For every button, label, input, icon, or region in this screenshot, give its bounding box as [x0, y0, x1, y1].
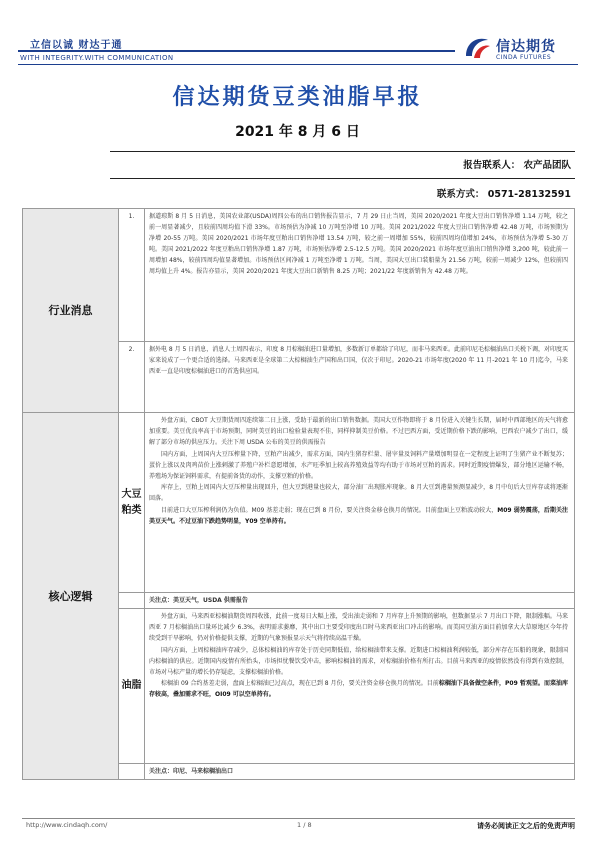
page-number: 1 / 8 — [297, 821, 312, 829]
slogan-en: WITH INTEGRITY.WITH COMMUNICATION — [20, 54, 174, 62]
page-header — [0, 0, 595, 75]
oil-conclusion: 棕榈油下具备做空条件，P09 暂观望。而菜油库存较高，叠加需求不旺，OI09 可以空单持有。 — [149, 680, 568, 698]
page-title: 信达期货豆类油脂早报 — [172, 84, 423, 110]
section-label-logic: 核心逻辑 — [23, 413, 119, 780]
oil-paragraph: 国内方面，上周棕榈油库存减少，总体棕榈油的库存处于历史同期低值，给棕榈油带来支撑。近期进口棕榈油利润较低，部分库存在压船的现象，限制国内棕榈油的供应。近期国内疫情有所抬头，市场担忧餐饮受冲击，影响棕榈油的需求，对棕榈油价格有所打击。目前马来西亚的疫情依然没有得到有效控制，市场对马棕产量的增长仍存疑虑，支撑棕榈油价格。 — [149, 646, 568, 676]
logo-text-cn: 信达期货 — [496, 39, 556, 55]
report-table — [22, 208, 575, 780]
soy-label-line1: 大豆 — [121, 488, 142, 500]
soy-paragraph: 国内方面，上周国内大豆压榨量下降，豆粕产出减少，需求方面，国内生猪存栏量、屠宰量及饲料产量增加明显在一定程度上证明了生猪产业不断复苏；蛋价上涨以及肉鸡苗价上涨刺激了养殖户补栏意愿增加，水产旺季加上较高养殖效益等均有助于市场对豆粕的需求。同时近期疫情爆发，部分地区运输不畅，养殖场为保证饲料需求，有提前备货的动作，支撑豆粕的价格。 — [149, 450, 568, 480]
subsection-label-oil: 油脂 — [119, 609, 145, 764]
soy-label-line2: 粕类 — [121, 504, 142, 516]
subsection-label-soy — [119, 413, 145, 593]
industry-news-2: 据外电 8 月 5 日消息，消息人士周四表示，印度 8 月棕榈油进口量增加，多数新订单都给了印尼，而非马来西亚。此前印尼毛棕榈油出口关税下调，对印度买家来说成了一个更合适的选择。马来西亚是全球第二大棕榈油生产国和出口国，仅次于印尼。2020-21 市场年度(2020 年 11 月-2021 年 10 月)迄今，马来西亚一直是印度棕榈油进口的首选供应国。 — [145, 342, 575, 413]
slogan-cn: 立信以诚 财达于通 — [30, 40, 123, 51]
contact-info: 联系方式： 0571-28132591 — [436, 189, 571, 200]
oil-paragraph: 外盘方面，马来西亚棕榈油期货周四收涨，此前一度易日大幅上涨，受出油走弱和 7 月库存上升预期的影响，但数据显示 7 月出口下降，限制涨幅。马来西亚 7 月棕榈油出口量环比减少 6.3%，表明需求萎靡，其中出口主要受印度出口时马来西亚出口冲击的影响。而美国豆油方面目前加拿大大草原地区今年持续受到干旱影响，仍对价格提供支撑，近期的气象预报显示天气将持续高温干燥。 — [149, 613, 568, 642]
cinda-logo — [462, 34, 582, 64]
item-number: 1. — [119, 209, 145, 342]
report-date: 2021 年 8 月 6 日 — [235, 124, 360, 140]
soy-paragraph — [149, 505, 568, 527]
subsection-spacer — [119, 764, 145, 780]
oil-analysis — [145, 609, 575, 764]
industry-news-1: 据道琼斯 8 月 5 日消息，美国农业部(USDA)周四公布的出口销售报告显示，7 月 29 日止当周，美国 2020/2021 年度大豆出口销售净增 1.14 万吨，较之前一周显著减少，且较前四周均值下滑 33%。市场预估为净减 10 万吨至净增 10 万吨。美国 2021/2022 年度大豆出口销售净增 42.48 万吨，市场预期为净增 20-55 万吨。美国 2020/2021 市场年度豆粕出口销售净增 13.54 万吨，较之前一周增加 55%，较前四周均值增加 24%，市场预估为净增 5-30 万吨。美国 2021/2022 年度豆粕出口销售净增 1.87 万吨，市场预估净增 2.5-12.5 万吨。美国 2020/2021 市场年度豆油出口销售净增 3,200 吨，较此前一周增加 48%，较前四周均值显著增加。市场预估区间净减 1 万吨至净增 1 万吨。当周，美国大豆出口装船量为 21.56 万吨，较前一周减少 12%，但较前四周均值上升 4%。报告亦显示，美国 2020/2021 年度大豆出口新销售 8.25 万吨；2021/22 年度新销售为 42.48 万吨。 — [145, 209, 575, 342]
cinda-logo-icon — [462, 34, 492, 62]
oil-paragraph-text: 棕榈油 09 合约基差走弱，盘面上棕榈油已过高点，现在已到 8 月份，要关注资金移仓换月的情况。目前 — [161, 680, 439, 687]
soy-paragraph: 库存上，豆粕上周国内大豆压榨量出现回升，但大豆到港量也较大，部分油厂出现胀库现象。8 月大豆到港量预测显减少，8 月中旬后大豆库存或将逐渐回落。 — [149, 484, 568, 502]
oil-paragraph — [149, 678, 568, 700]
footer-disclaimer: 请务必阅读正文之后的免责声明 — [477, 822, 575, 830]
subsection-spacer — [119, 593, 145, 609]
contact-person: 报告联系人： 农产品团队 — [463, 160, 571, 171]
soy-logic-row — [23, 413, 575, 593]
divider — [110, 151, 575, 152]
soy-paragraph-text: 目前进口大豆压榨利润仍为负值。M09 基差走弱；现在已到 8 月份，要关注资金移仓换月的情况。目前盘面上豆粕波动较大， — [161, 506, 498, 514]
header-rule — [18, 50, 455, 52]
soy-attention: 关注点：美豆天气，USDA 供需报告 — [145, 593, 575, 609]
page-footer — [22, 818, 575, 833]
section-label-industry: 行业消息 — [23, 209, 119, 413]
soy-analysis — [145, 413, 575, 593]
item-number: 2. — [119, 342, 145, 413]
oil-attention: 关注点：印尼、马来棕榈油出口 — [145, 764, 575, 780]
footer-url[interactable]: http://www.cindaqh.com/ — [26, 821, 108, 829]
industry-row-1 — [23, 209, 575, 342]
logo-text-en: CINDA FUTURES — [496, 54, 552, 61]
divider — [110, 178, 575, 179]
soy-conclusion: M09 弱势震荡，后期关注美豆天气。不过豆油下跌趋势明显，Y09 空单持有。 — [149, 506, 568, 525]
soy-paragraph: 外盘方面，CBOT 大豆期货周四连续第二日上涨，受助于最新的出口销售数据。美国大豆作物即将于 8 月份进入关键生长期，届时中西部地区的天气将愈加重要。美豆优良率高于市场预期，同时美豆的出口检验量表现不佳，同样抑制美豆价格。不过巴西方面，受近期价格下跌的影响，巴西农户减少了出口，缓解了部分市场的供应压力。关注下周 USDA 公布的美豆的供需报告 — [149, 417, 568, 446]
header-rule-thin — [18, 64, 578, 65]
